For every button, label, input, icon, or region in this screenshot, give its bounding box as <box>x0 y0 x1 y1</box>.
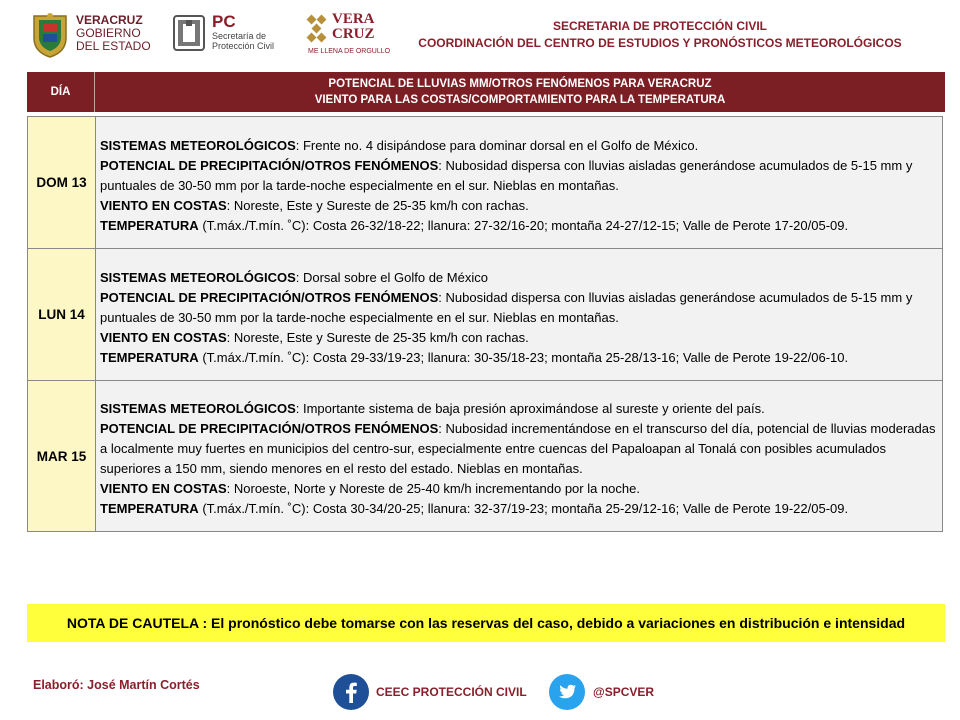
temperatura-text: (T.máx./T.mín. ˚C): Costa 26-32/18-22; llanura: 27-32/16-20; montaña 24-27/12-15; Valle de Perote 17-20/05-09. <box>198 218 849 233</box>
twitter-icon[interactable] <box>549 674 585 710</box>
agency-header <box>400 18 920 52</box>
logo-veracruz-gobierno <box>30 10 160 60</box>
veracruz-pattern-icon <box>306 14 328 44</box>
viento-line <box>100 479 938 499</box>
pc-logo-line-2: Protección Civil <box>212 41 275 51</box>
viento-label: VIENTO EN COSTAS <box>100 198 227 213</box>
potencial-label: POTENCIAL DE PRECIPITACIÓN/OTROS FENÓMENOS <box>100 290 439 305</box>
forecast-cell <box>96 381 942 531</box>
pc-logo-text: PC <box>212 12 236 31</box>
potencial-text: : Nubosidad dispersa con lluvias aisladas generándose acumulados de 5-15 mm y puntuales de 30-50 mm por la tarde-noche especialmente en el sur. Nieblas en montañas. <box>100 290 913 325</box>
table-row <box>27 248 943 380</box>
sistemas-label: SISTEMAS METEOROLÓGICOS <box>100 138 296 153</box>
temperatura-line <box>100 216 938 236</box>
sistemas-text: : Frente no. 4 disipándose para dominar dorsal en el Golfo de México. <box>295 138 699 153</box>
logo-line-3: DEL ESTADO <box>76 39 151 53</box>
sistemas-label: SISTEMAS METEOROLÓGICOS <box>100 401 296 416</box>
forecast-cell <box>96 117 942 248</box>
temperatura-text: (T.máx./T.mín. ˚C): Costa 30-34/20-25; llanura: 32-37/19-23; montaña 25-29/12-16; Valle de Perote 19-22/05-09. <box>198 501 849 516</box>
author-credit: Elaboró: José Martín Cortés <box>33 678 200 692</box>
caution-note: NOTA DE CAUTELA : El pronóstico debe tomarse con las reservas del caso, debido a variaciones en distribución e intensidad <box>27 604 945 642</box>
potencial-text: : Nubosidad dispersa con lluvias aisladas generándose acumulados de 5-15 mm y puntuales de 30-50 mm por la tarde-noche especialmente en el sur. Nieblas en montañas. <box>100 158 913 193</box>
forecast-cell <box>96 249 942 380</box>
day-cell: DOM 13 <box>28 117 96 248</box>
viento-text: : Noreste, Este y Sureste de 25-35 km/h con rachas. <box>226 198 529 213</box>
agency-line-2: COORDINACIÓN DEL CENTRO DE ESTUDIOS Y PRONÓSTICOS METEOROLÓGICOS <box>418 36 902 50</box>
potencial-label: POTENCIAL DE PRECIPITACIÓN/OTROS FENÓMENOS <box>100 158 439 173</box>
logo-veracruz-orgullo <box>306 12 396 60</box>
ver2-logo-line-1: VERA <box>332 11 375 27</box>
pc-logo-line-1: Secretaría de <box>212 31 267 41</box>
ver2-logo-tagline: ME LLENA DE ORGULLO <box>308 48 391 55</box>
viento-line <box>100 196 938 216</box>
twitter-link[interactable]: @SPCVER <box>593 685 655 699</box>
temperatura-text: (T.máx./T.mín. ˚C): Costa 29-33/19-23; llanura: 30-35/18-23; montaña 25-28/13-16; Valle de Perote 19-22/06-10. <box>198 350 849 365</box>
temperatura-label: TEMPERATURA <box>100 501 199 516</box>
temperatura-line <box>100 348 938 368</box>
table-row <box>27 116 943 248</box>
table-row <box>27 380 943 532</box>
sistemas-text: : Dorsal sobre el Golfo de México <box>295 270 488 285</box>
viento-line <box>100 328 938 348</box>
potencial-line <box>100 288 938 328</box>
sistemas-line <box>100 399 938 419</box>
forecast-column-header <box>95 76 945 108</box>
potencial-line <box>100 419 938 479</box>
forecast-header-line-1: POTENCIAL DE LLUVIAS MM/OTROS FENÓMENOS PARA VERACRUZ <box>328 78 712 90</box>
day-cell: LUN 14 <box>28 249 96 380</box>
agency-line-1: SECRETARIA DE PROTECCIÓN CIVIL <box>552 19 767 33</box>
temperatura-line <box>100 499 938 519</box>
sistemas-line <box>100 268 938 288</box>
potencial-text: : Nubosidad incrementándose en el transcurso del día, potencial de lluvias moderadas a localmente muy fuertes en municipios del centro-sur, especialmente entre cuencas del Papaloapan al Tonalá con posibles acumulados superiores a 150 mm, siendo menores en el resto del estado. Nieblas en montañas. <box>100 421 936 476</box>
sistemas-line <box>100 136 938 156</box>
temperatura-label: TEMPERATURA <box>100 218 199 233</box>
pc-emblem-icon <box>172 14 206 52</box>
facebook-link[interactable]: CEEC PROTECCIÓN CIVIL <box>376 685 527 699</box>
day-cell: MAR 15 <box>28 381 96 531</box>
facebook-icon[interactable] <box>333 674 369 710</box>
viento-text: : Noroeste, Norte y Noreste de 25-40 km/h incrementando por la noche. <box>226 481 640 496</box>
logo-line-1: VERACRUZ <box>76 13 143 27</box>
potencial-line <box>100 156 938 196</box>
table-header <box>27 72 945 112</box>
viento-label: VIENTO EN COSTAS <box>100 481 227 496</box>
forecast-table <box>27 116 943 532</box>
logo-line-2: GOBIERNO <box>76 26 141 40</box>
day-column-header: DÍA <box>27 72 95 112</box>
sistemas-text: : Importante sistema de baja presión aproximándose al sureste y oriente del país. <box>295 401 765 416</box>
temperatura-label: TEMPERATURA <box>100 350 199 365</box>
forecast-header-line-2: VIENTO PARA LAS COSTAS/COMPORTAMIENTO PARA LA TEMPERATURA <box>314 94 726 106</box>
potencial-label: POTENCIAL DE PRECIPITACIÓN/OTROS FENÓMENOS <box>100 421 439 436</box>
ver2-logo-line-2: CRUZ <box>332 26 375 42</box>
logo-proteccion-civil <box>172 14 282 56</box>
viento-label: VIENTO EN COSTAS <box>100 330 227 345</box>
viento-text: : Noreste, Este y Sureste de 25-35 km/h con rachas. <box>226 330 529 345</box>
sistemas-label: SISTEMAS METEOROLÓGICOS <box>100 270 296 285</box>
shield-icon <box>30 12 70 58</box>
